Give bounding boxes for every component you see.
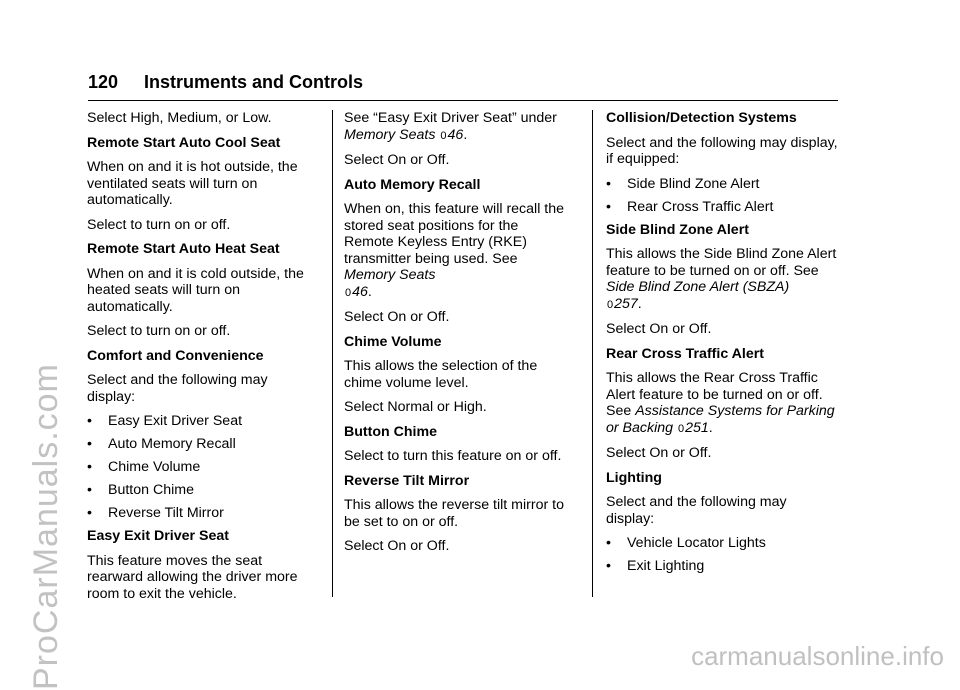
column-divider [332, 110, 333, 597]
paragraph: Select to turn on or off. [87, 216, 231, 233]
paragraph: Select Normal or High. [344, 399, 487, 415]
paragraph: When on and it is cold outside, the heated seats will turn on automatically. [87, 265, 304, 315]
paragraph: Select On or Off. [606, 445, 712, 461]
list-item: • Chime Volume [87, 459, 312, 476]
list-item: • Side Blind Zone Alert [606, 176, 838, 193]
cross-reference-link[interactable]: Memory Seats [344, 126, 436, 143]
section-heading: Remote Start Auto Cool Seat [87, 134, 281, 151]
paragraph: Select to turn on or off. [87, 323, 231, 339]
paragraph: When on, this feature will recall the stored seat positions for the Remote Keyless Entry (RKE) transmitter being used. See Memory Seats 046. [344, 201, 565, 300]
paragraph: This feature moves the seat rearward allowing the driver more room to exit the vehicle. [87, 552, 298, 602]
section-heading: Button Chime [344, 423, 437, 440]
section-heading: Reverse Tilt Mirror [344, 472, 470, 489]
section-heading: Chime Volume [344, 333, 442, 350]
section-heading: Auto Memory Recall [344, 176, 481, 193]
page-ref-icon: 0 [440, 129, 447, 142]
section-heading: Rear Cross Traffic Alert [606, 345, 764, 362]
watermark-text: ProCarManuals.com [27, 363, 65, 690]
list-item: • Vehicle Locator Lights [606, 535, 838, 552]
list-item: • Reverse Tilt Mirror [87, 505, 312, 522]
page-ref-icon: 0 [607, 298, 614, 311]
page-reference[interactable]: 46 [352, 283, 368, 300]
paragraph: See “Easy Exit Driver Seat” under Memory Seats 046. [344, 110, 557, 143]
page-reference[interactable]: 46 [447, 126, 464, 143]
paragraph: Select High, Medium, or Low. [87, 110, 272, 126]
column-3 [606, 110, 838, 581]
paragraph: This allows the Side Blind Zone Alert feature to be turned on or off. See Side Blind Zone Alert (SBZA) 0257. [606, 246, 837, 312]
list-item: • Easy Exit Driver Seat [87, 413, 312, 430]
cross-reference-link[interactable]: Assistance Systems for Parking or Backing [606, 403, 835, 436]
paragraph-text: This allows the Side Blind Zone Alert feature to be turned on or off. See [606, 246, 837, 279]
paragraph: Select to turn this feature on or off. [344, 448, 562, 464]
cross-reference-link[interactable]: Side Blind Zone Alert (SBZA) [606, 279, 790, 295]
column-divider [592, 110, 593, 597]
section-heading: Collision/Detection Systems [606, 110, 797, 126]
paragraph: This allows the Rear Cross Traffic Alert feature to be turned on or off. See Assistance Systems for Parking or Backing 0251. [606, 370, 835, 436]
paragraph: Select On or Off. [344, 152, 450, 168]
paragraph: Select On or Off. [344, 309, 450, 325]
section-heading: Remote Start Auto Heat Seat [87, 241, 280, 257]
paragraph: Select and the following may display, if equipped: [606, 134, 838, 167]
paragraph: This allows the reverse tilt mirror to be set to on or off. [344, 497, 564, 530]
page-reference[interactable]: 251 [685, 419, 709, 436]
section-heading: Comfort and Convenience [87, 347, 264, 364]
cross-reference-link[interactable]: Memory Seats [344, 267, 436, 283]
page-header [88, 70, 838, 101]
paragraph: Select On or Off. [344, 538, 450, 554]
see-text: See “Easy Exit Driver Seat” under [344, 110, 557, 126]
paragraph: Select and the following may display: [87, 372, 268, 405]
page-number: 120 [88, 72, 119, 92]
section-heading: Lighting [606, 469, 662, 486]
section-heading: Side Blind Zone Alert [606, 221, 749, 238]
column-1 [87, 110, 312, 610]
paragraph-text: When on, this feature will recall the stored seat positions for the Remote Keyless Entry (RKE) transmitter being used. See [344, 201, 565, 267]
paragraph: Select On or Off. [606, 321, 712, 337]
page-title: Instruments and Controls [144, 72, 364, 92]
list-item: • Exit Lighting [606, 558, 838, 575]
list-item: • Button Chime [87, 482, 312, 499]
page-reference[interactable]: 257 [614, 295, 638, 312]
page-ref-icon: 0 [677, 422, 685, 435]
page-ref-icon: 0 [345, 286, 352, 299]
paragraph: Select and the following may display: [606, 494, 787, 527]
bottom-watermark: carmanualsonline.info [691, 641, 944, 671]
section-heading: Easy Exit Driver Seat [87, 528, 229, 544]
list-item: • Rear Cross Traffic Alert [606, 199, 838, 216]
list-item: • Auto Memory Recall [87, 436, 312, 453]
paragraph: This allows the selection of the chime volume level. [344, 358, 538, 391]
column-2 [344, 110, 569, 563]
paragraph-text: This allows the Rear Cross Traffic Alert feature to be turned on or off. See [606, 370, 823, 419]
paragraph: When on and it is hot outside, the ventilated seats will turn on automatically. [87, 159, 298, 208]
